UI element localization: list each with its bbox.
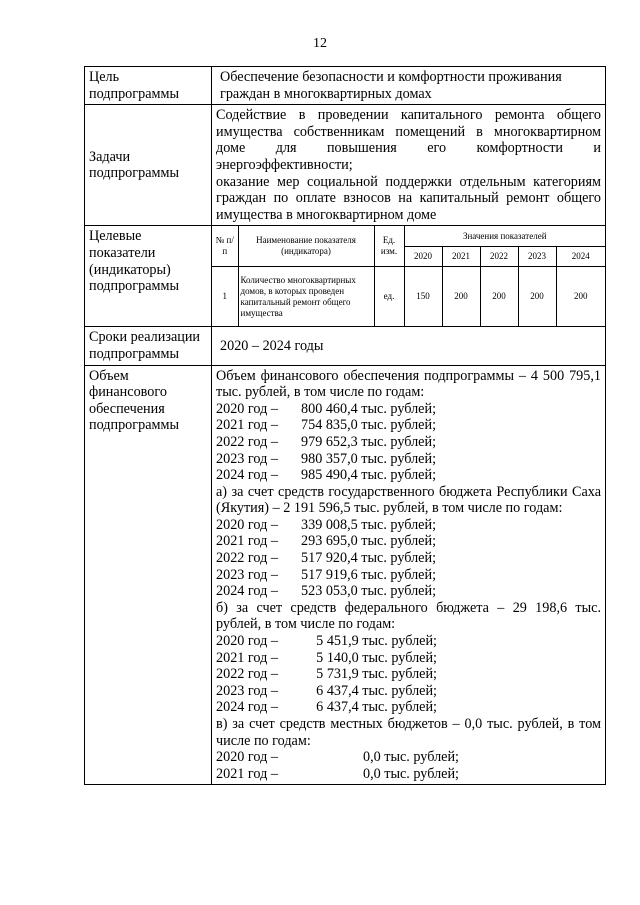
indicators-table: [212, 226, 605, 326]
ind-row-value: 200: [518, 266, 556, 326]
year-line: 2021 год – 293 695,0 тыс. рублей;: [216, 533, 437, 550]
finance-intro: Объем финансового обеспечения подпрограммы – 4 500 795,1 тыс. рублей, в том числе по годам:: [216, 367, 601, 401]
finance-c-text: в) за счет средств местных бюджетов – 0,0 тыс. рублей, в том числе по годам:: [216, 716, 601, 749]
finance-row: [85, 365, 606, 785]
ind-head-unit: Ед. изм.: [374, 226, 404, 266]
year-line: 2021 год – 5 140,0 тыс. рублей;: [216, 649, 437, 666]
goal-text: Обеспечение безопасности и комфортности проживания граждан в многоквартирных домах: [212, 67, 606, 105]
tasks-label: Задачи подпрограммы: [85, 105, 212, 226]
ind-head-year: 2020: [404, 246, 442, 266]
passport-table: [84, 66, 606, 785]
ind-head-year: 2023: [518, 246, 556, 266]
year-line: 2020 год – 800 460,4 тыс. рублей;: [216, 400, 437, 417]
year-line: 2023 год – 980 357,0 тыс. рублей;: [216, 450, 437, 467]
finance-c-years: [216, 749, 601, 782]
ind-row-num: 1: [212, 266, 238, 326]
terms-text: 2020 – 2024 годы: [212, 327, 606, 365]
year-line: 2024 год – 6 437,4 тыс. рублей;: [216, 699, 437, 716]
year-line: 2022 год – 517 920,4 тыс. рублей;: [216, 550, 437, 567]
finance-b-text: б) за счет средств федерального бюджета – 29 198,6 тыс. рублей, в том числе по годам:: [216, 599, 601, 633]
finance-text: [212, 365, 606, 785]
ind-row-unit: ед.: [374, 266, 404, 326]
finance-a-text: а) за счет средств государственного бюджета Республики Саха (Якутия) – 2 191 596,5 тыс. рублей, в том числе по годам:: [216, 483, 601, 517]
ind-row-value: 200: [480, 266, 518, 326]
ind-row-value: 200: [442, 266, 480, 326]
ind-head-year: 2024: [556, 246, 605, 266]
terms-row: [85, 327, 606, 365]
tasks-text-2: оказание мер социальной поддержки отдельным категориям граждан по оплате взносов на капитальный ремонт общего имущества в многоквартирном доме: [216, 173, 601, 223]
page-number: 12: [313, 36, 327, 51]
ind-row-value: 200: [556, 266, 605, 326]
finance-a-years: [216, 517, 601, 600]
goal-row: [85, 67, 606, 105]
ind-head-num: № п/п: [212, 226, 238, 266]
finance-b-years: [216, 633, 601, 716]
tasks-text: [212, 105, 606, 226]
tasks-row: [85, 105, 606, 226]
finance-label: Объем финансового обеспечения подпрограммы: [85, 365, 212, 785]
indicators-row: [85, 226, 606, 327]
year-line: 2021 год – 754 835,0 тыс. рублей;: [216, 417, 437, 434]
indicators-label: Целевые показатели (индикаторы) подпрограммы: [85, 226, 212, 327]
year-line: 2020 год – 0,0 тыс. рублей;: [216, 749, 459, 766]
ind-head-year: 2022: [480, 246, 518, 266]
ind-row-value: 150: [404, 266, 442, 326]
ind-row-name: Количество многоквартирных домов, в которых проведен капитальный ремонт общего имущества: [238, 266, 374, 326]
tasks-text-1: Содействие в проведении капитального ремонта общего имущества собственникам помещений в многоквартирном доме для повышения его комфортности и энергоэффективности;: [216, 107, 601, 173]
indicators-cell: [212, 226, 606, 327]
year-line: 2024 год – 523 053,0 тыс. рублей;: [216, 583, 437, 600]
ind-head-values: Значения показателей: [404, 226, 605, 246]
goal-label: Цель подпрограммы: [85, 67, 212, 105]
terms-label: Сроки реализации подпрограммы: [85, 327, 212, 365]
year-line: 2022 год – 5 731,9 тыс. рублей;: [216, 666, 437, 683]
year-line: 2023 год – 517 919,6 тыс. рублей;: [216, 566, 437, 583]
year-line: 2023 год – 6 437,4 тыс. рублей;: [216, 682, 437, 699]
year-line: 2020 год – 339 008,5 тыс. рублей;: [216, 516, 437, 533]
ind-head-year: 2021: [442, 246, 480, 266]
year-line: 2024 год – 985 490,4 тыс. рублей;: [216, 467, 437, 484]
ind-head-name: Наименование показателя (индикатора): [238, 226, 374, 266]
year-line: 2021 год – 0,0 тыс. рублей;: [216, 765, 459, 782]
finance-total-years: [216, 401, 601, 484]
year-line: 2022 год – 979 652,3 тыс. рублей;: [216, 433, 437, 450]
year-line: 2020 год – 5 451,9 тыс. рублей;: [216, 633, 437, 650]
